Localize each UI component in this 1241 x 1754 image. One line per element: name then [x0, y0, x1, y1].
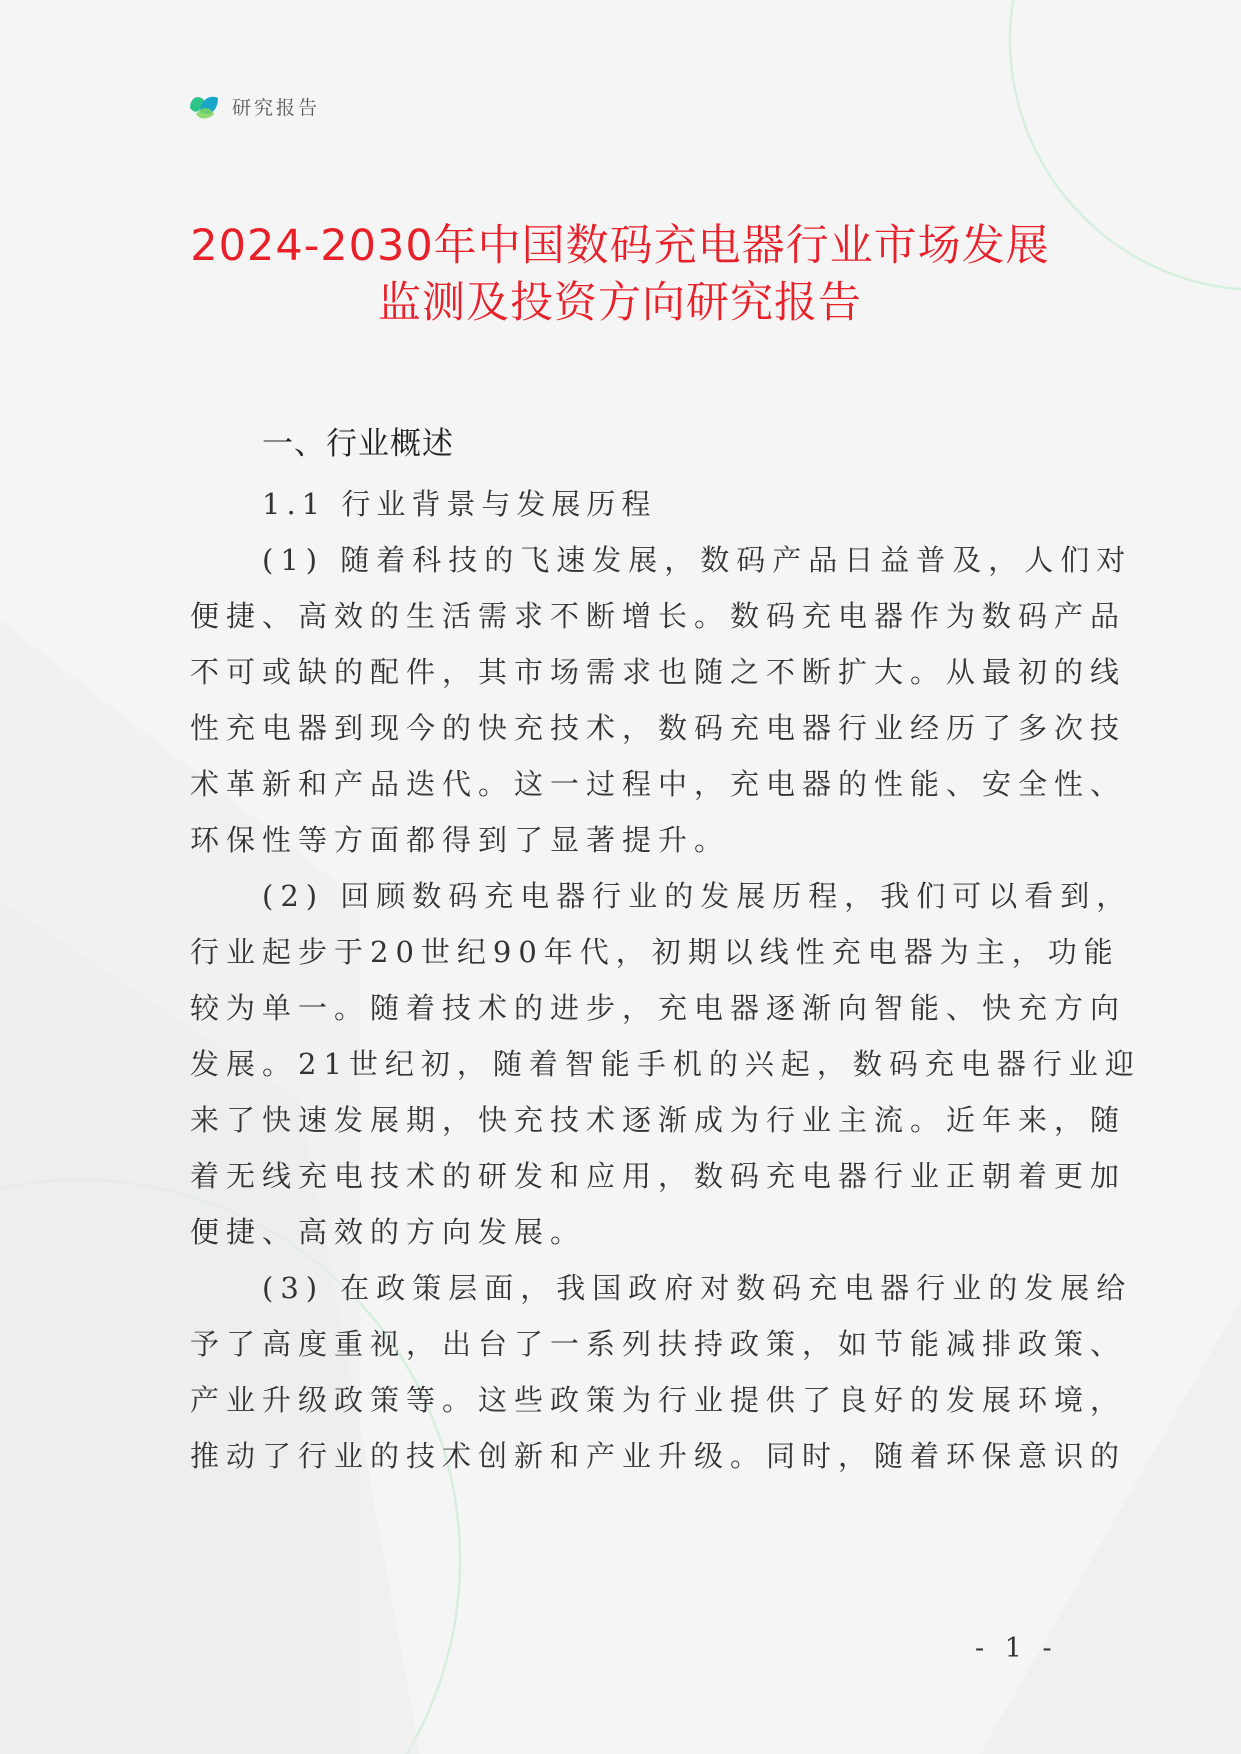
body-line: 予了高度重视，出台了一系列扶持政策，如节能减排政策、: [190, 1327, 1127, 1361]
body-line: 着无线充电技术的研发和应用，数码充电器行业正朝着更加: [190, 1159, 1127, 1193]
deco-shape-bottom-right: [980, 1300, 1241, 1754]
title-line-2: 监测及投资方向研究报告: [378, 278, 862, 328]
body-line: 便捷、高效的方向发展。: [190, 1215, 587, 1249]
section-heading: 一、行业概述: [262, 426, 454, 462]
page-number: - 1 -: [975, 1633, 1058, 1664]
document-title: [150, 218, 1090, 332]
body-line: 便捷、高效的生活需求不断增长。数码充电器作为数码产品: [190, 599, 1127, 633]
report-header: [186, 88, 320, 124]
body-line: 行业起步于20世纪90年代，初期以线性充电器为主，功能: [190, 935, 1120, 969]
body-line: 不可或缺的配件，其市场需求也随之不断扩大。从最初的线: [190, 655, 1127, 689]
body-line: (1) 随着科技的飞速发展，数码产品日益普及，人们对: [262, 543, 1133, 577]
body-line: 发展。21世纪初，随着智能手机的兴起，数码充电器行业迎: [190, 1047, 1141, 1081]
body-line: (3) 在政策层面，我国政府对数码充电器行业的发展给: [262, 1271, 1133, 1305]
header-label: 研究报告: [232, 96, 321, 119]
subsection-heading: 1.1 行业背景与发展历程: [262, 487, 657, 521]
body-line: 推动了行业的技术创新和产业升级。同时，随着环保意识的: [190, 1439, 1127, 1473]
title-line-1: 2024-2030年中国数码充电器行业市场发展: [190, 221, 1050, 271]
body-line: 性充电器到现今的快充技术，数码充电器行业经历了多次技: [190, 711, 1127, 745]
body-line: 较为单一。随着技术的进步，充电器逐渐向智能、快充方向: [190, 991, 1127, 1025]
body-line: 环保性等方面都得到了显著提升。: [190, 823, 731, 857]
body-line: 来了快速发展期，快充技术逐渐成为行业主流。近年来，随: [190, 1103, 1127, 1137]
body-line: 产业升级政策等。这些政策为行业提供了良好的发展环境，: [190, 1383, 1127, 1417]
body-line: 术革新和产品迭代。这一过程中，充电器的性能、安全性、: [190, 767, 1127, 801]
body-line: (2) 回顾数码充电器行业的发展历程，我们可以看到，: [262, 879, 1133, 913]
leaf-logo-icon: [186, 88, 222, 124]
